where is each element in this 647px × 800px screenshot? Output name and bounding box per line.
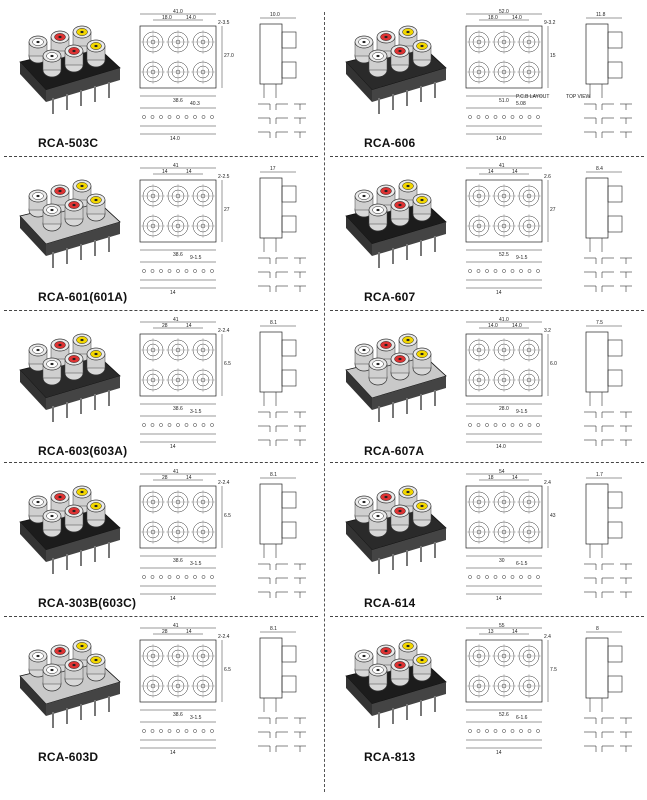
- product-photo: [8, 470, 128, 588]
- dimension-drawing: [130, 162, 316, 304]
- product-cell-rca-603: [2, 314, 320, 464]
- model-label: RCA-603(603A): [38, 444, 128, 458]
- rca-jack-icon: [87, 654, 105, 681]
- product-cell-rca-303b: [2, 466, 320, 616]
- jack-block-photo: [20, 486, 120, 574]
- row-divider: [330, 462, 644, 463]
- product-cell-rca-603d: [2, 620, 320, 770]
- schematic-switch-icon: [258, 272, 306, 278]
- product-photo: [8, 164, 128, 282]
- dim-slot: 2-2.5: [218, 174, 230, 180]
- dim-side: 1.7: [596, 472, 603, 478]
- model-label: RCA-614: [364, 596, 416, 610]
- dim-pcb-pitch: 14: [170, 750, 176, 756]
- row-divider: [330, 310, 644, 311]
- rca-jack-icon: [65, 659, 83, 686]
- product-cell-rca-813: [328, 620, 646, 770]
- schematic-switch-icon: [584, 272, 632, 278]
- dimension-drawing: [456, 622, 642, 764]
- dim-base: 38.6: [173, 406, 183, 412]
- model-label: RCA-601(601A): [38, 290, 128, 304]
- rca-jack-icon: [413, 348, 431, 375]
- dim-pitch-a: 28: [162, 475, 168, 481]
- dim-pitch-a: 28: [162, 629, 168, 635]
- dim-holes: 9-1.5: [516, 409, 528, 415]
- rca-jack-icon: [87, 348, 105, 375]
- product-cell-rca-607a: [328, 314, 646, 464]
- dim-slot: 2-2.4: [218, 634, 230, 640]
- jack-block-photo: [346, 640, 446, 728]
- dim-width: 41.0: [499, 317, 509, 323]
- dimension-drawing: [456, 468, 642, 610]
- dim-width: 54: [499, 469, 505, 475]
- column-divider: [324, 12, 325, 792]
- schematic-switch-icon: [258, 412, 306, 418]
- product-photo: [334, 624, 454, 742]
- schematic-switch-icon: [258, 258, 306, 264]
- top-view-note: TOP VIEW: [566, 94, 591, 100]
- schematic-switch-icon: [584, 286, 632, 292]
- dim-pitch-a: 14: [488, 169, 494, 175]
- dim-width: 41.0: [173, 9, 183, 15]
- pcb-layout-note: P.C.B LAYOUT: [516, 94, 550, 100]
- technical-drawing: [466, 317, 632, 450]
- jack-block-photo: [346, 26, 446, 114]
- dim-base: 38.6: [173, 558, 183, 564]
- dim-pitch-b: 14.0: [512, 15, 522, 21]
- product-photo: [334, 470, 454, 588]
- dim-width: 41: [173, 163, 179, 169]
- dim-base: 51.0: [499, 98, 509, 104]
- technical-drawing: [140, 317, 306, 450]
- dim-height: 15: [550, 53, 556, 59]
- rca-jack-icon: [65, 199, 83, 226]
- schematic-switch-icon: [584, 412, 632, 418]
- row-divider: [4, 462, 318, 463]
- product-cell-rca-607: [328, 160, 646, 310]
- row-divider: [4, 616, 318, 617]
- product-cell-rca-601: [2, 160, 320, 310]
- dim-height: 27: [550, 207, 556, 213]
- dim-width: 52.0: [499, 9, 509, 15]
- schematic-switch-icon: [258, 118, 306, 124]
- dim-base: 38.6: [173, 252, 183, 258]
- row-divider: [330, 156, 644, 157]
- dim-pitch-b: 14: [512, 629, 518, 635]
- dim-holes: 40.3: [190, 101, 200, 107]
- dim-holes: 3-1.5: [190, 561, 202, 567]
- schematic-switch-icon: [584, 592, 632, 598]
- dim-pitch-b: 14: [186, 475, 192, 481]
- jack-block-photo: [346, 334, 446, 422]
- dim-pitch-a: 18: [488, 475, 494, 481]
- product-cell-rca-614: [328, 466, 646, 616]
- rca-jack-icon: [65, 505, 83, 532]
- rca-jack-icon: [43, 664, 61, 691]
- schematic-switch-icon: [584, 132, 632, 138]
- dim-pitch-b: 14.0: [512, 323, 522, 329]
- technical-drawing: [466, 9, 632, 142]
- dim-pcb-pitch: 14.0: [496, 444, 506, 450]
- dim-height: 6.5: [224, 513, 231, 519]
- dim-pcb-pitch: 14.0: [170, 136, 180, 142]
- dim-pitch-b: 14: [512, 169, 518, 175]
- technical-drawing: [466, 163, 632, 296]
- dim-base: 52.6: [499, 712, 509, 718]
- dim-pitch-a: 18.0: [162, 15, 172, 21]
- model-label: RCA-813: [364, 750, 416, 764]
- dim-side: 8: [596, 626, 599, 632]
- dim-base: 52.5: [499, 252, 509, 258]
- dim-pcb-pitch: 14: [496, 596, 502, 602]
- rca-jack-icon: [43, 50, 61, 77]
- dim-pitch-b: 14: [186, 323, 192, 329]
- jack-block-photo: [20, 26, 120, 114]
- product-photo: [334, 164, 454, 282]
- schematic-switch-icon: [584, 746, 632, 752]
- schematic-switch-icon: [584, 732, 632, 738]
- technical-drawing: [466, 469, 632, 602]
- dimension-drawing: [456, 8, 642, 150]
- dim-pitch-a: 18.0: [488, 15, 498, 21]
- dim-base: 28.0: [499, 406, 509, 412]
- model-label: RCA-606: [364, 136, 416, 150]
- dim-pitch-a: 14: [162, 169, 168, 175]
- row-divider: [4, 156, 318, 157]
- dim-width: 55: [499, 623, 505, 629]
- dim-holes: 6-1.6: [516, 715, 528, 721]
- technical-drawing: [140, 9, 306, 142]
- dim-pcb-pitch: 14: [170, 290, 176, 296]
- schematic-switch-icon: [258, 104, 306, 110]
- schematic-switch-icon: [258, 564, 306, 570]
- rca-jack-icon: [413, 500, 431, 527]
- dim-pcb-pitch: 14.0: [496, 136, 506, 142]
- rca-jack-icon: [413, 654, 431, 681]
- rca-jack-icon: [369, 50, 387, 77]
- product-photo: [334, 318, 454, 436]
- row-divider: [330, 616, 644, 617]
- dim-holes: 9-1.5: [516, 255, 528, 261]
- dim-height: 6.0: [550, 361, 557, 367]
- dim-width: 41: [173, 623, 179, 629]
- dim-height: 7.5: [550, 667, 557, 673]
- dim-slot: 2-2.4: [218, 328, 230, 334]
- rca-jack-icon: [391, 505, 409, 532]
- technical-drawing: [140, 163, 306, 296]
- model-label: RCA-603D: [38, 750, 99, 764]
- dim-height: 6.5: [224, 667, 231, 673]
- schematic-switch-icon: [584, 578, 632, 584]
- dim-side: 17: [270, 166, 276, 172]
- jack-block-photo: [20, 640, 120, 728]
- model-label: RCA-607: [364, 290, 416, 304]
- schematic-switch-icon: [258, 426, 306, 432]
- dimension-drawing: [456, 162, 642, 304]
- jack-block-photo: [20, 180, 120, 268]
- rca-jack-icon: [369, 664, 387, 691]
- dim-height: 43: [550, 513, 556, 519]
- rca-jack-icon: [391, 353, 409, 380]
- schematic-switch-icon: [584, 118, 632, 124]
- schematic-switch-icon: [258, 578, 306, 584]
- dim-height: 6.5: [224, 361, 231, 367]
- dim-slot: 9-3.2: [544, 20, 556, 26]
- schematic-switch-icon: [258, 440, 306, 446]
- schematic-switch-icon: [258, 746, 306, 752]
- schematic-switch-icon: [584, 440, 632, 446]
- schematic-switch-icon: [258, 732, 306, 738]
- dim-base: 38.6: [173, 98, 183, 104]
- dim-side: 11.8: [596, 12, 606, 18]
- dim-pitch-b: 14: [512, 475, 518, 481]
- dim-pcb-pitch: 14: [170, 444, 176, 450]
- dimension-drawing: [130, 8, 316, 150]
- dim-side: 8.1: [270, 320, 277, 326]
- model-label: RCA-503C: [38, 136, 99, 150]
- model-label: RCA-303B(603C): [38, 596, 137, 610]
- dim-pcb-pitch: 14: [496, 290, 502, 296]
- dim-slot: 3.2: [544, 328, 551, 334]
- dim-pcb-pitch: 14: [170, 596, 176, 602]
- rca-jack-icon: [65, 353, 83, 380]
- rca-jack-icon: [65, 45, 83, 72]
- dim-holes: 6-1.5: [516, 561, 528, 567]
- dim-pitch-b: 14: [186, 629, 192, 635]
- schematic-switch-icon: [584, 564, 632, 570]
- dim-pitch-b: 14: [186, 169, 192, 175]
- dim-height: 27.0: [224, 53, 234, 59]
- dim-pcb-pitch: 14: [496, 750, 502, 756]
- rca-jack-icon: [369, 358, 387, 385]
- rca-jack-icon: [43, 358, 61, 385]
- schematic-switch-icon: [584, 104, 632, 110]
- rca-jack-icon: [391, 199, 409, 226]
- dim-base: 38.6: [173, 712, 183, 718]
- dimension-drawing: [130, 622, 316, 764]
- rca-jack-icon: [413, 40, 431, 67]
- dim-slot: 2.6: [544, 174, 551, 180]
- product-photo: [8, 624, 128, 742]
- rca-jack-icon: [87, 194, 105, 221]
- rca-jack-icon: [87, 40, 105, 67]
- schematic-switch-icon: [258, 286, 306, 292]
- dim-slot: 2.4: [544, 480, 551, 486]
- dim-holes: 3-1.5: [190, 409, 202, 415]
- dim-holes: 5.08: [516, 101, 526, 107]
- schematic-switch-icon: [584, 718, 632, 724]
- dim-slot: 2-2.4: [218, 480, 230, 486]
- dim-base: 30: [499, 558, 505, 564]
- product-photo: [334, 10, 454, 128]
- product-cell-rca-503c: [2, 6, 320, 156]
- model-label: RCA-607A: [364, 444, 425, 458]
- dimension-drawing: [456, 316, 642, 458]
- jack-block-photo: [346, 180, 446, 268]
- product-photo: [8, 318, 128, 436]
- dimension-drawing: [130, 468, 316, 610]
- rca-jack-icon: [43, 204, 61, 231]
- dim-holes: 9-1.5: [190, 255, 202, 261]
- schematic-switch-icon: [258, 132, 306, 138]
- dim-height: 27: [224, 207, 230, 213]
- schematic-switch-icon: [258, 592, 306, 598]
- rca-jack-icon: [87, 500, 105, 527]
- dim-side: 7.5: [596, 320, 603, 326]
- dim-slot: 2-3.5: [218, 20, 230, 26]
- rca-jack-icon: [43, 510, 61, 537]
- dim-pitch-a: 28: [162, 323, 168, 329]
- rca-jack-icon: [369, 510, 387, 537]
- dim-width: 41: [173, 469, 179, 475]
- rca-jack-icon: [413, 194, 431, 221]
- rca-jack-icon: [391, 45, 409, 72]
- dim-slot: 2.4: [544, 634, 551, 640]
- dim-pitch-a: 13: [488, 629, 494, 635]
- technical-drawing: [140, 623, 306, 756]
- dim-pitch-b: 14.0: [186, 15, 196, 21]
- technical-drawing: [140, 469, 306, 602]
- rca-jack-icon: [391, 659, 409, 686]
- schematic-switch-icon: [584, 426, 632, 432]
- product-cell-rca-606: [328, 6, 646, 156]
- dim-holes: 3-1.5: [190, 715, 202, 721]
- product-photo: [8, 10, 128, 128]
- dimension-drawing: [130, 316, 316, 458]
- row-divider: [4, 310, 318, 311]
- dim-width: 41: [173, 317, 179, 323]
- schematic-switch-icon: [258, 718, 306, 724]
- dim-side: 8.4: [596, 166, 603, 172]
- dim-pitch-a: 14.0: [488, 323, 498, 329]
- jack-block-photo: [20, 334, 120, 422]
- schematic-switch-icon: [584, 258, 632, 264]
- dim-width: 41: [499, 163, 505, 169]
- jack-block-photo: [346, 486, 446, 574]
- dim-side: 10.0: [270, 12, 280, 18]
- rca-jack-icon: [369, 204, 387, 231]
- dim-side: 8.1: [270, 472, 277, 478]
- dim-side: 8.1: [270, 626, 277, 632]
- technical-drawing: [466, 623, 632, 756]
